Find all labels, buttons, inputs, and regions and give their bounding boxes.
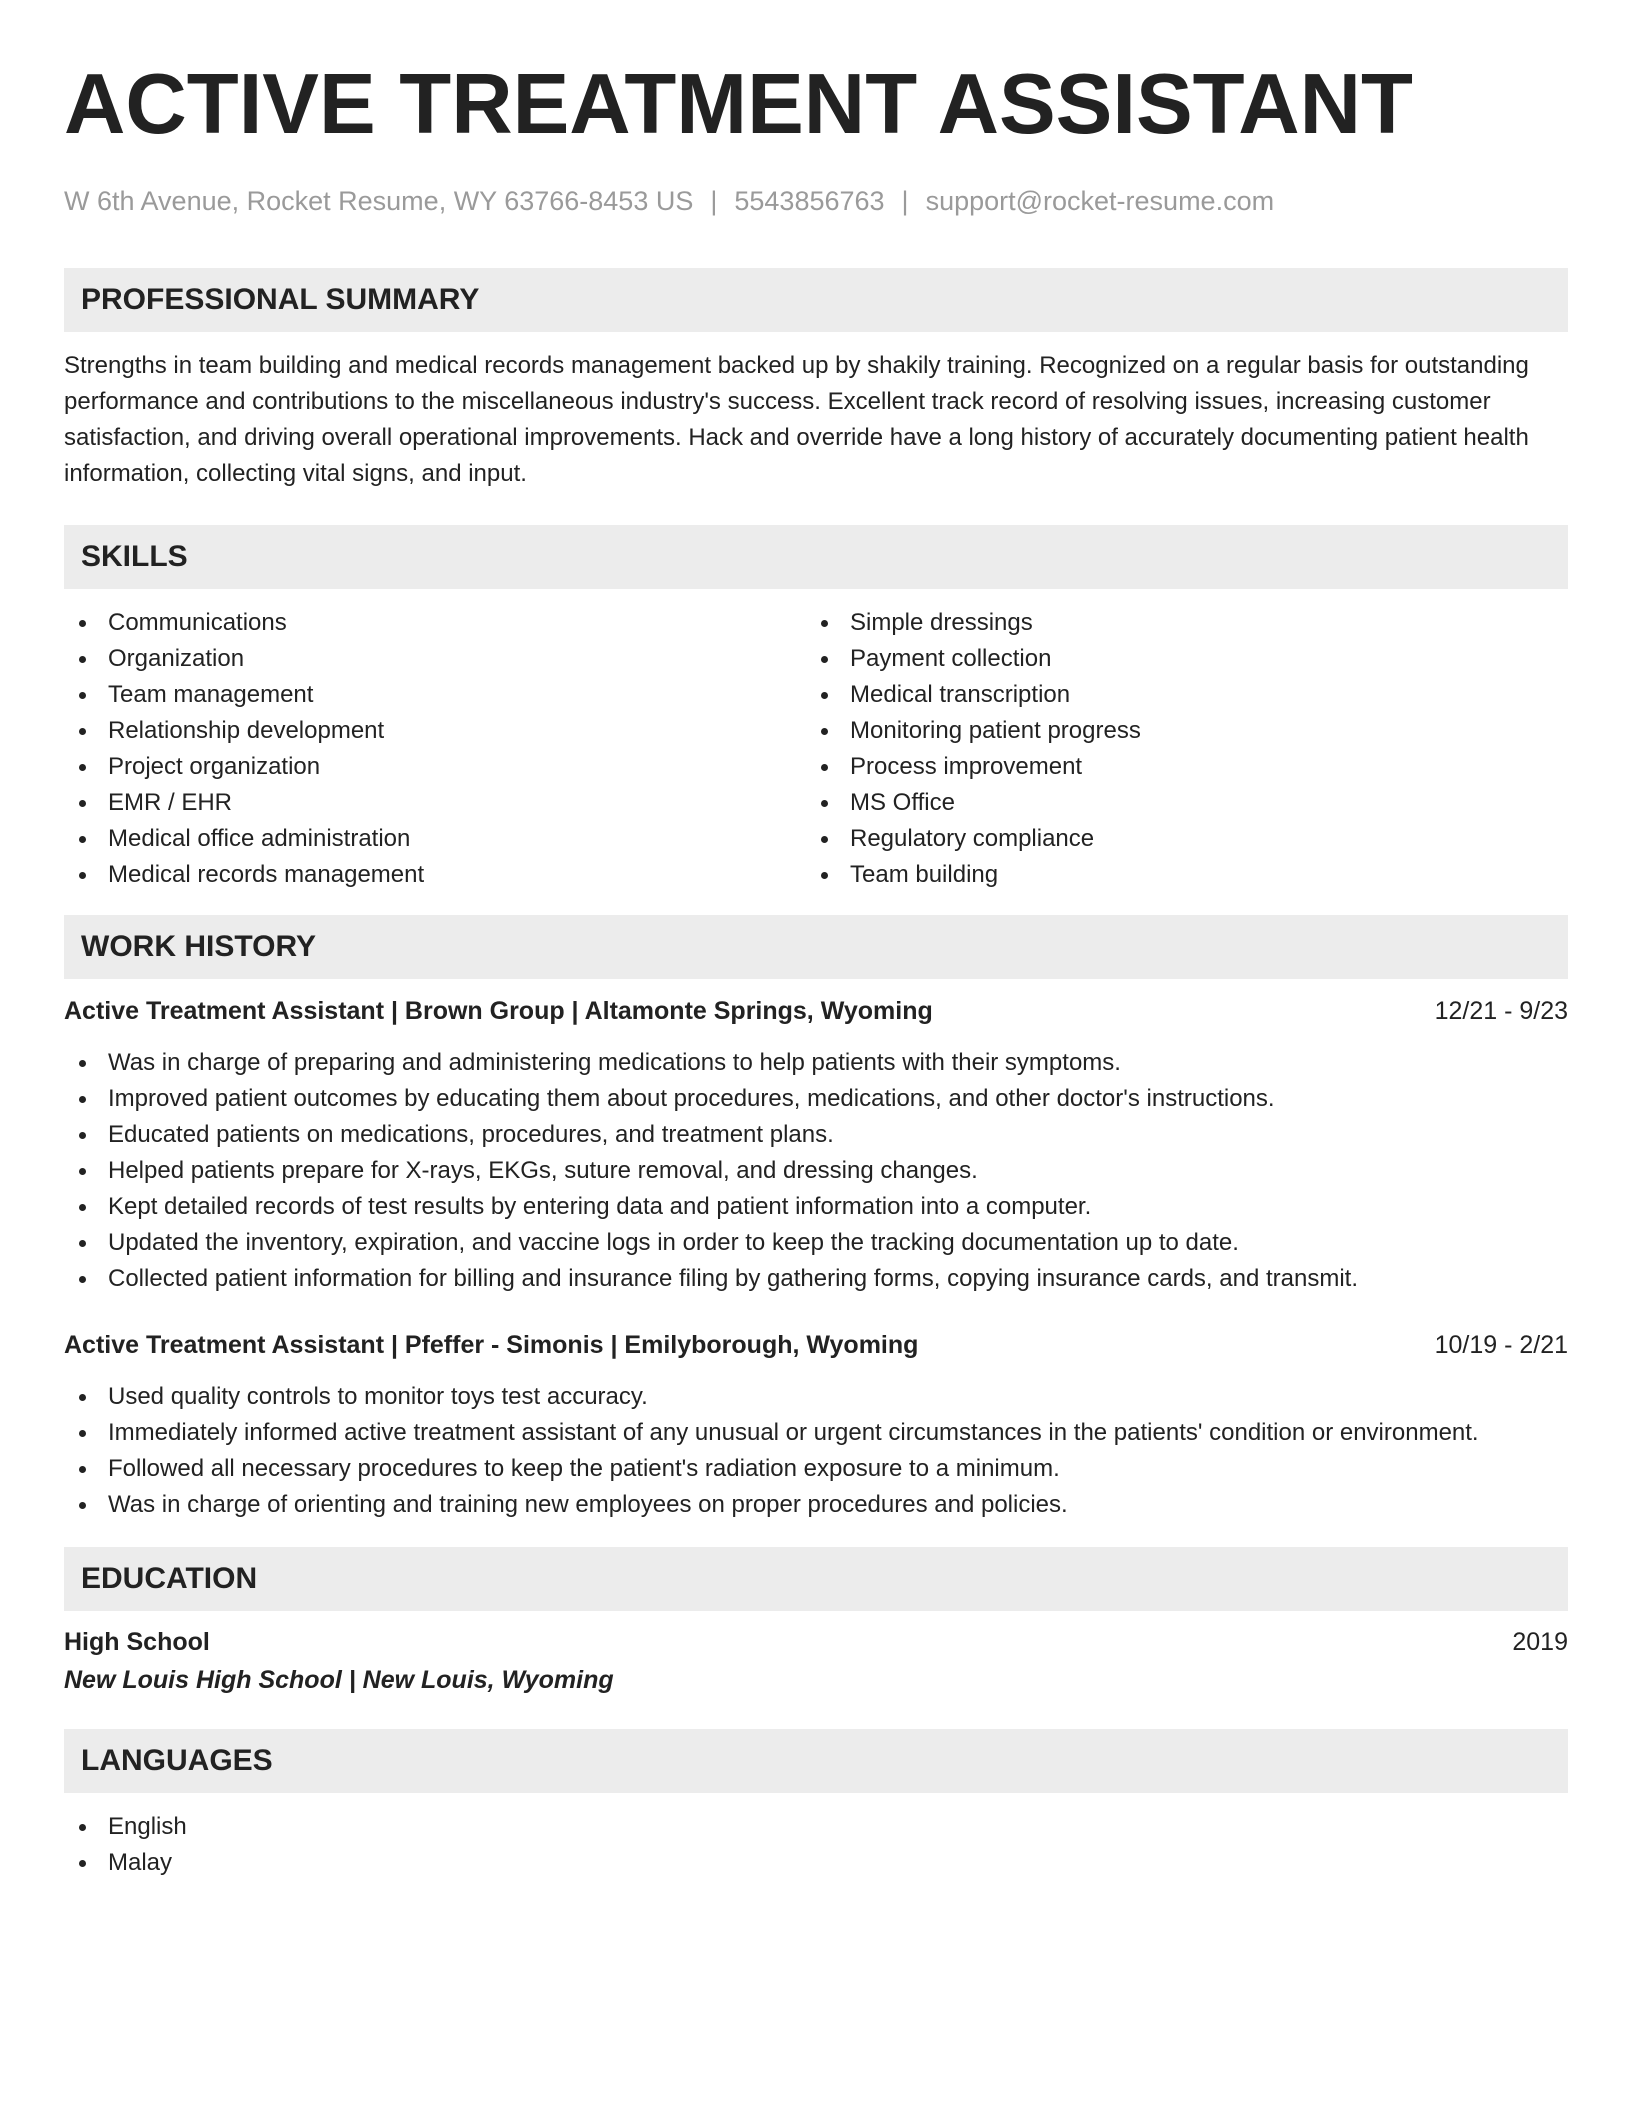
skill-item: Organization <box>64 641 806 677</box>
job-bullet: Improved patient outcomes by educating them about procedures, medications, and other doctor's instructions. <box>64 1081 1568 1117</box>
skill-item: Medical office administration <box>64 821 806 857</box>
job-bullet: Was in charge of preparing and administering medications to help patients with their symptoms. <box>64 1045 1568 1081</box>
skill-item: Payment collection <box>806 641 1548 677</box>
skill-item: EMR / EHR <box>64 785 806 821</box>
contact-line <box>64 185 1568 217</box>
skill-item: Regulatory compliance <box>806 821 1548 857</box>
job-header <box>64 1327 1568 1363</box>
job-bullet: Helped patients prepare for X-rays, EKGs, suture removal, and dressing changes. <box>64 1153 1568 1189</box>
language-item: English <box>64 1809 1568 1845</box>
language-item: Malay <box>64 1845 1568 1881</box>
section-heading-summary: PROFESSIONAL SUMMARY <box>64 268 1568 332</box>
section-heading-languages: LANGUAGES <box>64 1729 1568 1793</box>
skill-item: Relationship development <box>64 713 806 749</box>
education-year: 2019 <box>1512 1628 1568 1657</box>
skill-item: Communications <box>64 605 806 641</box>
summary-text: Strengths in team building and medical records management backed up by shakily training. Recognized on a regular basis for outstanding performance and contributions to the miscellaneous industry's success. Excellent track record of resolving issues, increasing customer satisfaction, and driving overall operational improvements. Hack and override have a long history of accurately documenting patient health information, collecting vital signs, and input. <box>64 352 1529 488</box>
skill-item: MS Office <box>806 785 1548 821</box>
resume-name: ACTIVE TREATMENT ASSISTANT <box>64 57 1413 152</box>
job-entry <box>64 1327 1568 1523</box>
section-heading-skills: SKILLS <box>64 525 1568 589</box>
job-title: Active Treatment Assistant | Pfeffer - Simonis | Emilyborough, Wyoming <box>64 1331 919 1360</box>
skill-item: Monitoring patient progress <box>806 713 1548 749</box>
job-title: Active Treatment Assistant | Brown Group | Altamonte Springs, Wyoming <box>64 997 933 1026</box>
skills-column-left <box>64 605 806 893</box>
skill-item: Team management <box>64 677 806 713</box>
job-bullet: Educated patients on medications, procedures, and treatment plans. <box>64 1117 1568 1153</box>
contact-separator: | <box>710 186 718 216</box>
job-dates: 12/21 - 9/23 <box>1434 997 1568 1026</box>
job-bullet: Was in charge of orienting and training new employees on proper procedures and policies. <box>64 1487 1568 1523</box>
skills-column-right <box>806 605 1548 893</box>
job-bullets <box>64 1379 1568 1523</box>
skill-item: Medical transcription <box>806 677 1548 713</box>
languages-list <box>64 1809 1568 1881</box>
section-heading-education: EDUCATION <box>64 1547 1568 1611</box>
education-header <box>64 1623 1568 1661</box>
skills-list <box>64 605 1568 893</box>
job-bullet: Updated the inventory, expiration, and vaccine logs in order to keep the tracking documentation up to date. <box>64 1225 1568 1261</box>
skill-item: Team building <box>806 857 1548 893</box>
job-bullet: Collected patient information for billing and insurance filing by gathering forms, copying insurance cards, and transmit. <box>64 1261 1568 1297</box>
job-bullet: Followed all necessary procedures to keep the patient's radiation exposure to a minimum. <box>64 1451 1568 1487</box>
job-bullet: Kept detailed records of test results by entering data and patient information into a computer. <box>64 1189 1568 1225</box>
skill-item: Project organization <box>64 749 806 785</box>
contact-separator: | <box>901 186 909 216</box>
education-entry <box>64 1623 1568 1699</box>
job-bullet: Used quality controls to monitor toys test accuracy. <box>64 1379 1568 1415</box>
skill-item: Medical records management <box>64 857 806 893</box>
job-entry <box>64 993 1568 1297</box>
skill-item: Process improvement <box>806 749 1548 785</box>
contact-email: support@rocket-resume.com <box>925 186 1275 216</box>
contact-phone: 5543856763 <box>734 186 885 216</box>
skill-item: Simple dressings <box>806 605 1548 641</box>
job-bullets <box>64 1045 1568 1297</box>
education-school: New Louis High School | New Louis, Wyoming <box>64 1666 614 1695</box>
job-dates: 10/19 - 2/21 <box>1434 1331 1568 1360</box>
education-degree: High School <box>64 1628 210 1657</box>
contact-address: W 6th Avenue, Rocket Resume, WY 63766-8453 US <box>64 186 694 216</box>
section-heading-work-history: WORK HISTORY <box>64 915 1568 979</box>
job-header <box>64 993 1568 1029</box>
job-bullet: Immediately informed active treatment assistant of any unusual or urgent circumstances in the patients' condition or environment. <box>64 1415 1568 1451</box>
